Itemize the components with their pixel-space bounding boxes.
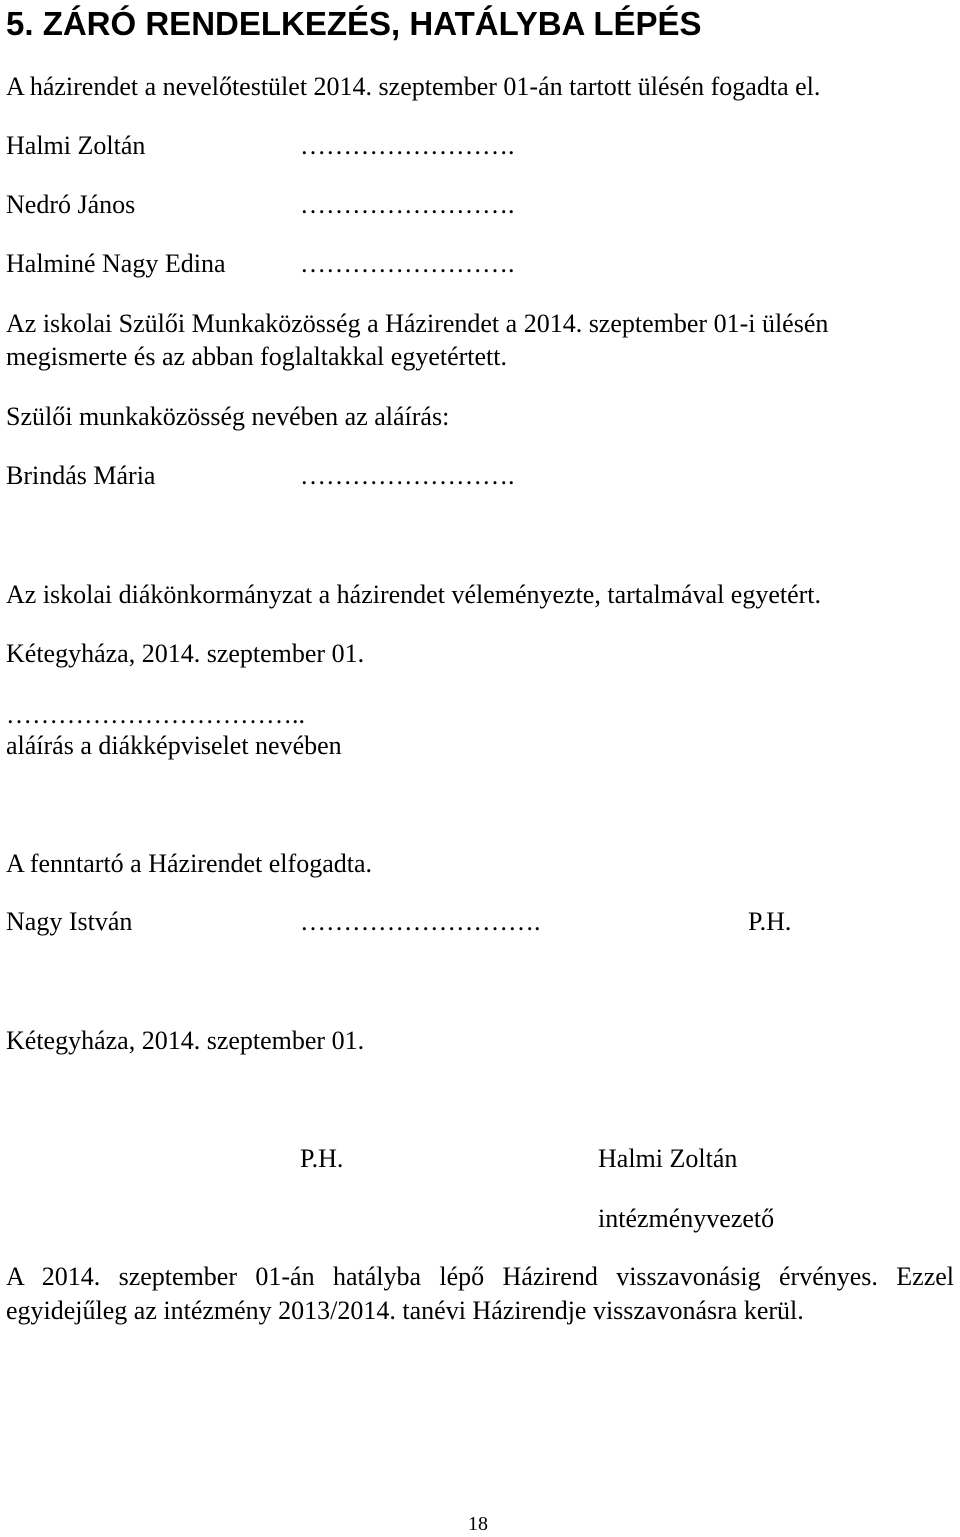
signature-line: …………………………….. bbox=[6, 700, 305, 729]
parents-signer-name: Brindás Mária bbox=[6, 461, 156, 490]
page-number: 18 bbox=[468, 1513, 488, 1535]
signatory-name: Halminé Nagy Edina bbox=[6, 249, 226, 278]
section-heading: 5. ZÁRÓ RENDELKEZÉS, HATÁLYBA LÉPÉS bbox=[6, 5, 702, 42]
parents-statement-line: Az iskolai Szülői Munkaközösség a Házirendet a 2014. szeptember 01-i ülésén bbox=[6, 309, 829, 338]
closing-paragraph: A 2014. szeptember 01-án hatályba lépő Házirend visszavonásig érvényes. Ezzel egyidejűleg az intézmény 2013/2014. tanévi Házirendje visszavonásra kerül. bbox=[6, 1262, 954, 1325]
adoption-statement: A házirendet a nevelőtestület 2014. szeptember 01-án tartott ülésén fogadta el. bbox=[6, 72, 821, 101]
signature-line: ……………………. bbox=[300, 461, 515, 490]
parents-signature-label: Szülői munkaközösség nevében az aláírás: bbox=[6, 402, 450, 431]
parents-statement-line: megismerte és az abban foglaltakkal egyetértett. bbox=[6, 342, 507, 371]
director-title: intézményvezető bbox=[598, 1204, 775, 1233]
director-name: Halmi Zoltán bbox=[598, 1144, 738, 1173]
signatory-name: Nedró János bbox=[6, 190, 136, 219]
student-signature-label: aláírás a diákképviselet nevében bbox=[6, 731, 342, 760]
student-government-statement: Az iskolai diákönkormányzat a házirendet véleményezte, tartalmával egyetért. bbox=[6, 580, 822, 609]
stamp-placeholder: P.H. bbox=[300, 1144, 344, 1173]
signature-line: ……………………. bbox=[300, 249, 515, 278]
signature-line: ………………………. bbox=[300, 907, 541, 936]
place-date: Kétegyháza, 2014. szeptember 01. bbox=[6, 1026, 365, 1055]
signatory-name: Halmi Zoltán bbox=[6, 131, 146, 160]
place-date: Kétegyháza, 2014. szeptember 01. bbox=[6, 639, 365, 668]
maintainer-signer-name: Nagy István bbox=[6, 907, 133, 936]
signature-line: ……………………. bbox=[300, 131, 515, 160]
stamp-placeholder: P.H. bbox=[748, 907, 792, 936]
signature-line: ……………………. bbox=[300, 190, 515, 219]
maintainer-statement: A fenntartó a Házirendet elfogadta. bbox=[6, 849, 372, 878]
